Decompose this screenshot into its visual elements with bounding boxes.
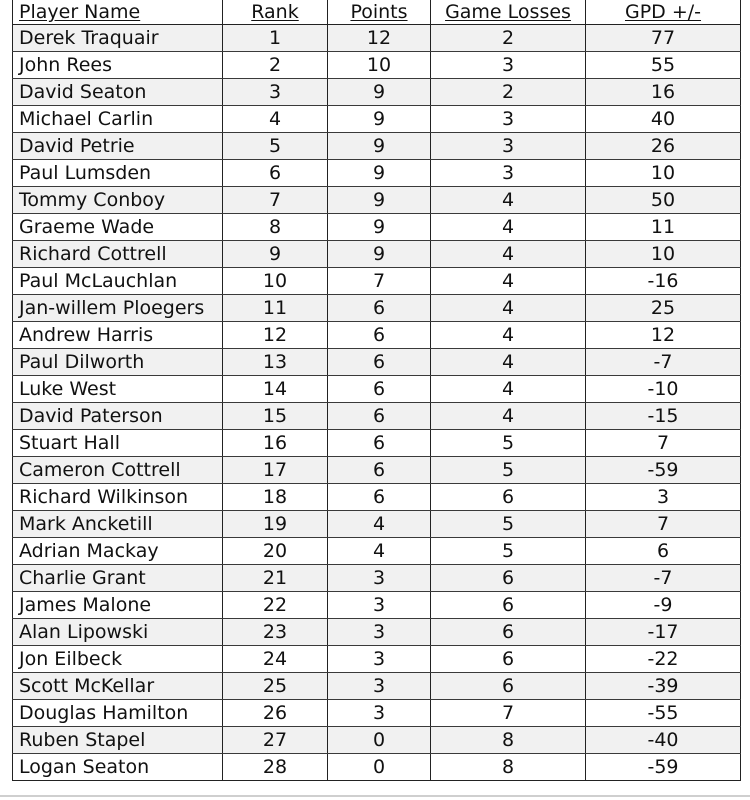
table-row	[13, 79, 741, 106]
gpd-cell: -39	[586, 673, 741, 700]
game-losses-cell: 3	[431, 160, 586, 187]
player-name-cell: Ruben Stapel	[13, 727, 223, 754]
player-name-cell: James Malone	[13, 592, 223, 619]
game-losses-cell: 6	[431, 673, 586, 700]
table-row	[13, 403, 741, 430]
gpd-cell: -59	[586, 754, 741, 781]
points-cell: 6	[328, 376, 431, 403]
rank-cell: 13	[223, 349, 328, 376]
player-name-cell: David Petrie	[13, 133, 223, 160]
gpd-cell: -55	[586, 700, 741, 727]
column-header-gpd: GPD +/-	[586, 0, 741, 25]
table-row	[13, 619, 741, 646]
gpd-cell: -40	[586, 727, 741, 754]
player-name-cell: Graeme Wade	[13, 214, 223, 241]
player-name-cell: Andrew Harris	[13, 322, 223, 349]
table-row	[13, 376, 741, 403]
player-name-cell: Richard Wilkinson	[13, 484, 223, 511]
gpd-cell: 55	[586, 52, 741, 79]
points-cell: 6	[328, 295, 431, 322]
gpd-cell: -7	[586, 349, 741, 376]
points-cell: 6	[328, 349, 431, 376]
player-name-cell: Alan Lipowski	[13, 619, 223, 646]
gpd-cell: 25	[586, 295, 741, 322]
rank-cell: 8	[223, 214, 328, 241]
player-name-cell: Luke West	[13, 376, 223, 403]
rank-cell: 5	[223, 133, 328, 160]
points-cell: 9	[328, 214, 431, 241]
table-row	[13, 511, 741, 538]
gpd-cell: 7	[586, 511, 741, 538]
rank-cell: 26	[223, 700, 328, 727]
rank-cell: 24	[223, 646, 328, 673]
table-row	[13, 592, 741, 619]
game-losses-cell: 4	[431, 403, 586, 430]
gpd-cell: -7	[586, 565, 741, 592]
game-losses-cell: 8	[431, 754, 586, 781]
gpd-cell: -15	[586, 403, 741, 430]
points-cell: 6	[328, 430, 431, 457]
player-name-cell: Scott McKellar	[13, 673, 223, 700]
column-header-player-name: Player Name	[13, 0, 223, 25]
game-losses-cell: 3	[431, 133, 586, 160]
table-row	[13, 700, 741, 727]
points-cell: 6	[328, 457, 431, 484]
gpd-cell: -59	[586, 457, 741, 484]
game-losses-cell: 4	[431, 349, 586, 376]
game-losses-cell: 6	[431, 565, 586, 592]
player-name-cell: Jon Eilbeck	[13, 646, 223, 673]
table-row	[13, 295, 741, 322]
player-name-cell: Derek Traquair	[13, 25, 223, 52]
player-name-cell: Cameron Cottrell	[13, 457, 223, 484]
player-name-cell: Adrian Mackay	[13, 538, 223, 565]
gpd-cell: 6	[586, 538, 741, 565]
rank-cell: 20	[223, 538, 328, 565]
gpd-cell: -16	[586, 268, 741, 295]
rank-cell: 21	[223, 565, 328, 592]
points-cell: 9	[328, 241, 431, 268]
points-cell: 3	[328, 592, 431, 619]
points-cell: 0	[328, 727, 431, 754]
gpd-cell: -17	[586, 619, 741, 646]
points-cell: 10	[328, 52, 431, 79]
table-row	[13, 349, 741, 376]
game-losses-cell: 4	[431, 376, 586, 403]
game-losses-cell: 3	[431, 52, 586, 79]
table-row	[13, 214, 741, 241]
game-losses-cell: 4	[431, 187, 586, 214]
game-losses-cell: 4	[431, 322, 586, 349]
rank-cell: 22	[223, 592, 328, 619]
table-row	[13, 565, 741, 592]
player-name-cell: David Paterson	[13, 403, 223, 430]
points-cell: 0	[328, 754, 431, 781]
player-name-cell: Douglas Hamilton	[13, 700, 223, 727]
rank-cell: 15	[223, 403, 328, 430]
rank-cell: 28	[223, 754, 328, 781]
points-cell: 3	[328, 673, 431, 700]
gpd-cell: 10	[586, 241, 741, 268]
game-losses-cell: 6	[431, 646, 586, 673]
table-row	[13, 754, 741, 781]
standings-table	[12, 0, 741, 781]
points-cell: 7	[328, 268, 431, 295]
game-losses-cell: 2	[431, 25, 586, 52]
rank-cell: 19	[223, 511, 328, 538]
rank-cell: 16	[223, 430, 328, 457]
game-losses-cell: 7	[431, 700, 586, 727]
rank-cell: 11	[223, 295, 328, 322]
rank-cell: 23	[223, 619, 328, 646]
column-header-game-losses: Game Losses	[431, 0, 586, 25]
table-row	[13, 52, 741, 79]
bottom-divider	[0, 795, 750, 797]
rank-cell: 27	[223, 727, 328, 754]
points-cell: 6	[328, 484, 431, 511]
rank-cell: 25	[223, 673, 328, 700]
points-cell: 3	[328, 646, 431, 673]
points-cell: 9	[328, 187, 431, 214]
gpd-cell: 3	[586, 484, 741, 511]
game-losses-cell: 8	[431, 727, 586, 754]
player-name-cell: Charlie Grant	[13, 565, 223, 592]
player-name-cell: Paul Lumsden	[13, 160, 223, 187]
game-losses-cell: 6	[431, 592, 586, 619]
game-losses-cell: 5	[431, 538, 586, 565]
player-name-cell: Richard Cottrell	[13, 241, 223, 268]
table-row	[13, 484, 741, 511]
rank-cell: 17	[223, 457, 328, 484]
rank-cell: 4	[223, 106, 328, 133]
game-losses-cell: 5	[431, 457, 586, 484]
table-row	[13, 322, 741, 349]
table-row	[13, 241, 741, 268]
rank-cell: 1	[223, 25, 328, 52]
gpd-cell: 40	[586, 106, 741, 133]
gpd-cell: -10	[586, 376, 741, 403]
points-cell: 9	[328, 106, 431, 133]
player-name-cell: Jan-willem Ploegers	[13, 295, 223, 322]
rank-cell: 10	[223, 268, 328, 295]
player-name-cell: John Rees	[13, 52, 223, 79]
gpd-cell: 10	[586, 160, 741, 187]
table-row	[13, 133, 741, 160]
game-losses-cell: 4	[431, 268, 586, 295]
player-name-cell: Stuart Hall	[13, 430, 223, 457]
points-cell: 9	[328, 79, 431, 106]
game-losses-cell: 4	[431, 241, 586, 268]
rank-cell: 12	[223, 322, 328, 349]
table-row	[13, 268, 741, 295]
rank-cell: 14	[223, 376, 328, 403]
game-losses-cell: 5	[431, 430, 586, 457]
rank-cell: 3	[223, 79, 328, 106]
points-cell: 3	[328, 565, 431, 592]
player-name-cell: Paul McLauchlan	[13, 268, 223, 295]
gpd-cell: -22	[586, 646, 741, 673]
points-cell: 4	[328, 538, 431, 565]
player-name-cell: Michael Carlin	[13, 106, 223, 133]
points-cell: 3	[328, 619, 431, 646]
player-name-cell: Mark Ancketill	[13, 511, 223, 538]
gpd-cell: 7	[586, 430, 741, 457]
table-row	[13, 106, 741, 133]
player-name-cell: Tommy Conboy	[13, 187, 223, 214]
gpd-cell: 16	[586, 79, 741, 106]
points-cell: 3	[328, 700, 431, 727]
rank-cell: 6	[223, 160, 328, 187]
game-losses-cell: 5	[431, 511, 586, 538]
table-row	[13, 538, 741, 565]
gpd-cell: 50	[586, 187, 741, 214]
game-losses-cell: 4	[431, 295, 586, 322]
points-cell: 4	[328, 511, 431, 538]
table-row	[13, 430, 741, 457]
rank-cell: 18	[223, 484, 328, 511]
gpd-cell: 12	[586, 322, 741, 349]
gpd-cell: 77	[586, 25, 741, 52]
rank-cell: 9	[223, 241, 328, 268]
gpd-cell: 11	[586, 214, 741, 241]
points-cell: 6	[328, 403, 431, 430]
player-name-cell: Logan Seaton	[13, 754, 223, 781]
standings-body	[13, 25, 741, 781]
game-losses-cell: 6	[431, 484, 586, 511]
rank-cell: 7	[223, 187, 328, 214]
header-row	[13, 0, 741, 25]
table-row	[13, 187, 741, 214]
gpd-cell: -9	[586, 592, 741, 619]
rank-cell: 2	[223, 52, 328, 79]
points-cell: 9	[328, 133, 431, 160]
game-losses-cell: 3	[431, 106, 586, 133]
gpd-cell: 26	[586, 133, 741, 160]
table-row	[13, 25, 741, 52]
game-losses-cell: 4	[431, 214, 586, 241]
points-cell: 9	[328, 160, 431, 187]
table-row	[13, 727, 741, 754]
player-name-cell: Paul Dilworth	[13, 349, 223, 376]
table-row	[13, 457, 741, 484]
table-row	[13, 673, 741, 700]
column-header-rank: Rank	[223, 0, 328, 25]
game-losses-cell: 2	[431, 79, 586, 106]
game-losses-cell: 6	[431, 619, 586, 646]
player-name-cell: David Seaton	[13, 79, 223, 106]
points-cell: 12	[328, 25, 431, 52]
standings-sheet	[12, 0, 740, 781]
column-header-points: Points	[328, 0, 431, 25]
table-row	[13, 160, 741, 187]
points-cell: 6	[328, 322, 431, 349]
table-row	[13, 646, 741, 673]
